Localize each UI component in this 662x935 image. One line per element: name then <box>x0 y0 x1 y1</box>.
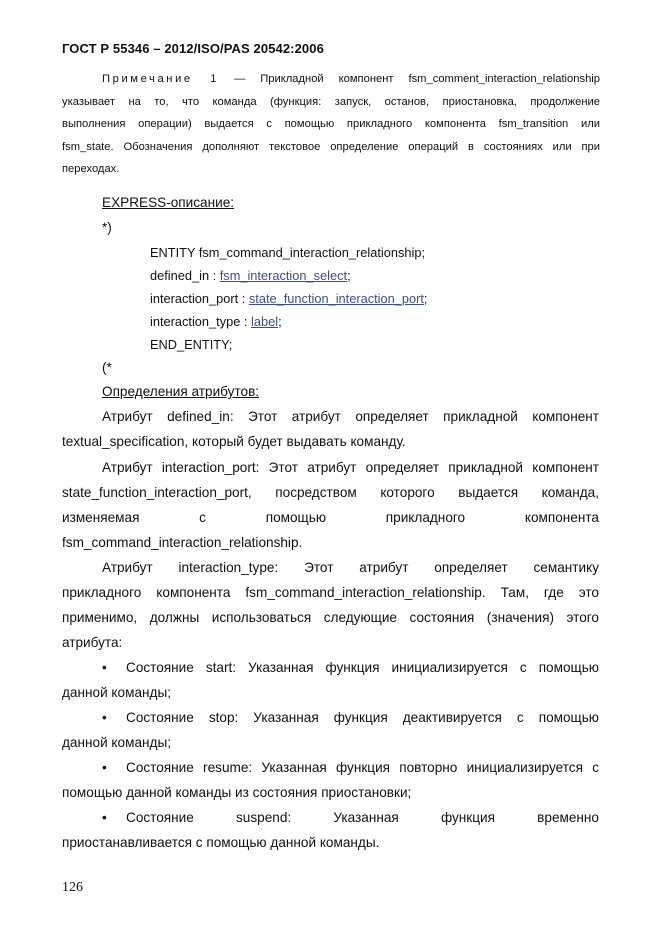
list-item-text: Состояние stop: Указанная функция деактивируется с помощью <box>126 710 599 725</box>
end-entity: END_ENTITY; <box>150 337 233 352</box>
bullet-marker: • <box>102 810 107 825</box>
document-header: ГОСТ Р 55346 – 2012/ISO/PAS 20542:2006 <box>62 41 324 56</box>
paragraph-line: применимо, должны использоваться следующие состояния (значения) этого <box>62 610 599 625</box>
attr-name: defined_in : <box>150 268 220 283</box>
attr-end: ; <box>423 291 428 306</box>
paragraph-line: Атрибут defined_in: Этот атрибут определяет прикладной компонент <box>102 409 599 424</box>
list-item-suspend <box>62 805 599 855</box>
list-item-start <box>62 655 599 705</box>
note-label: Примечание 1 <box>102 73 220 85</box>
type-link-fsm-interaction-select[interactable]: fsm_interaction_select <box>219 268 348 283</box>
list-item-text: данной команды; <box>62 685 171 700</box>
definition-interaction-port <box>62 455 599 555</box>
list-item-stop <box>62 705 599 755</box>
entity-declaration: ENTITY fsm_command_interaction_relationship; <box>150 245 426 260</box>
note-line-2: указывает на то, что команда (функция: запуск, останов, приостановка, продолжение <box>62 95 600 108</box>
express-open-comment: *) <box>102 220 112 235</box>
attr-end: ; <box>278 314 282 329</box>
note-line-3: выполнения операции) выдается с помощью прикладного компонента fsm_transition или <box>62 118 600 130</box>
attr-interaction-type <box>150 314 282 329</box>
paragraph-line: state_function_interaction_port, посредством которого выдается команда, <box>62 485 599 500</box>
definitions-heading: Определения атрибутов: <box>102 384 260 399</box>
attr-defined-in <box>150 268 351 283</box>
note-dash: — <box>234 73 246 85</box>
list-item-text: приостанавливается с помощью данной команды. <box>62 835 380 850</box>
paragraph-line: атрибута: <box>62 635 123 650</box>
attr-end: ; <box>347 268 351 283</box>
list-item-text: Состояние suspend: Указанная функция временно <box>126 810 599 825</box>
note-block <box>62 68 600 181</box>
attr-interaction-port <box>150 291 427 306</box>
paragraph-line: Атрибут interaction_type: Этот атрибут определяет семантику <box>102 560 599 575</box>
note-line-5: переходах. <box>62 163 120 175</box>
type-link-state-function-interaction-port[interactable]: state_function_interaction_port <box>248 291 424 306</box>
paragraph-line: fsm_command_interaction_relationship. <box>62 535 303 550</box>
paragraph-line: прикладного компонента fsm_command_interaction_relationship. Там, где это <box>62 585 599 600</box>
attr-name: interaction_type : <box>150 314 252 329</box>
list-item-text: помощью данной команды из состояния приостановки; <box>62 785 412 800</box>
note-text: Прикладной компонент fsm_comment_interaction_relationship <box>260 73 601 85</box>
note-line-1 <box>62 68 600 91</box>
list-item-text: Состояние resume: Указанная функция повторно инициализируется с <box>126 760 599 775</box>
type-link-label[interactable]: label <box>251 314 279 329</box>
bullet-marker: • <box>102 660 107 675</box>
page-number: 126 <box>62 880 83 895</box>
list-item-text: Состояние start: Указанная функция инициализируется с помощью <box>126 660 599 675</box>
paragraph-line: textual_specification, который будет выдавать команду. <box>62 434 406 449</box>
note-line-4: fsm_state. Обозначения дополняют текстовое определение операций в состояниях или при <box>62 140 600 153</box>
bullet-marker: • <box>102 710 107 725</box>
definition-defined-in <box>62 404 599 454</box>
list-item-text: данной команды; <box>62 735 171 750</box>
express-heading: EXPRESS-описание: <box>102 195 235 210</box>
paragraph-line: Атрибут interaction_port: Этот атрибут определяет прикладной компонент <box>102 460 599 475</box>
bullet-marker: • <box>102 760 107 775</box>
attr-name: interaction_port : <box>150 291 249 306</box>
express-close-comment: (* <box>102 360 112 375</box>
paragraph-line: изменяемая с помощью прикладного компонента <box>62 510 599 525</box>
definition-interaction-type <box>62 555 599 655</box>
list-item-resume <box>62 755 599 805</box>
